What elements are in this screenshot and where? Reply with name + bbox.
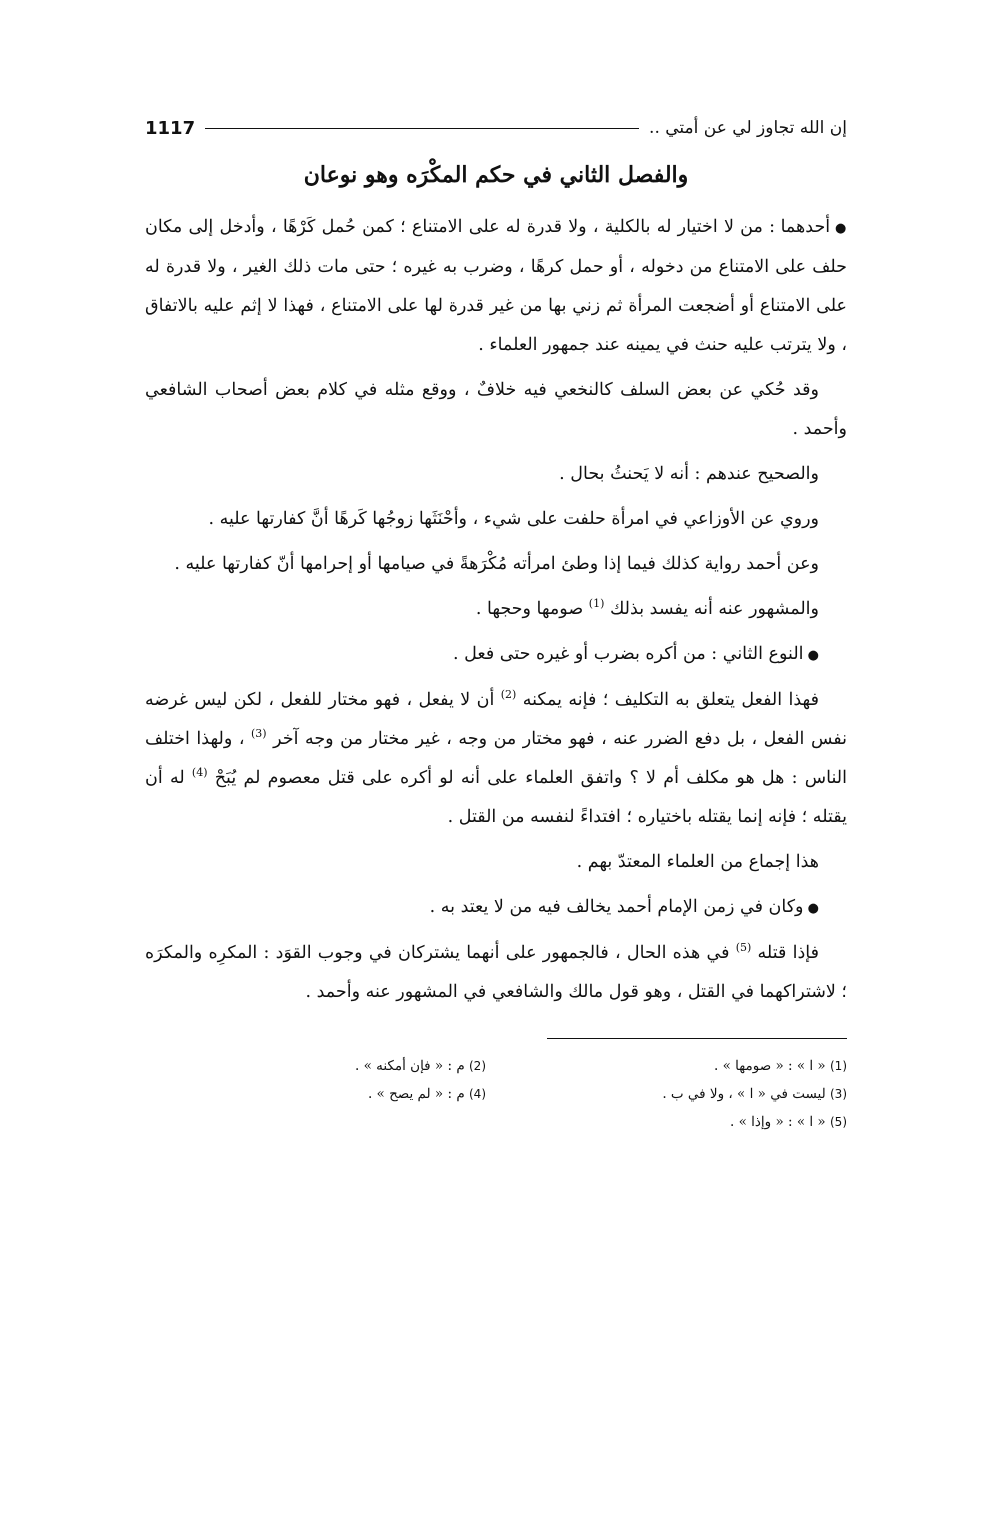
paragraph-7: ● النوع الثاني : من أكره بضرب أو غيره حتى فعل . — [145, 635, 847, 675]
paragraph-1: ● أحدهما : من لا اختيار له بالكلية ، ولا قدرة له على الامتناع ؛ كمن حُمل كَرْهًا ، وأدخل إلى مكان حلف على الامتناع من دخوله ، أو حمل كرهًا ، وضرب به غيره ؛ حتى مات ذلك الغير ، ولا قدرة له على الامتناع أو أضجعت المرأة ثم زني بها من غير قدرة لها على الامتناع ، فهذا لا إثم عليه بالاتفاق ، ولا يترتب عليه حنث في يمينه عند جمهور العلماء . — [145, 208, 847, 365]
paragraph-3: والصحيح عندهم : أنه لا يَحنثُ بحال . — [559, 464, 819, 484]
paragraph-6: والمشهور عنه أنه يفسد بذلك $^{(1)}$ صومها وحجها . — [475, 597, 819, 619]
paragraph-5: وعن أحمد رواية كذلك فيما إذا وطئ امرأته مُكْرَهةً في صيامها أو إحرامها أنّ كفارتها عليه . — [174, 554, 819, 574]
footnote-2: (2) م : « فإن أمكنه » . — [354, 1058, 486, 1074]
footnote-ref-1[interactable]: (1) — [588, 597, 605, 611]
footnote-5: (5) « ا » : « وإذا » . — [729, 1114, 847, 1130]
footnotes — [145, 1053, 847, 1135]
footnote-3: (3) ليست في « ا » ، ولا في ب . — [662, 1086, 847, 1102]
running-head — [145, 110, 847, 146]
body-text — [145, 208, 847, 1012]
paragraph-11: فإذا قتله $^{(5)}$ في هذه الحال ، فالجمهور على أنهما يشتركان في وجوب القوَد : المكرِه والمكرَه ؛ لاشتراكهما في القتل ، وهو قول مالك والشافعي في المشهور عنه وأحمد . — [145, 941, 847, 1002]
footnote-ref-3[interactable]: (3) — [251, 727, 267, 741]
header-rule — [205, 128, 639, 129]
paragraph-2: وقد حُكي عن بعض السلف كالنخعي فيه خلافٌ ، ووقع مثله في كلام بعض أصحاب الشافعي وأحمد . — [145, 380, 847, 439]
running-title: إن الله تجاوز لي عن أمتي .. — [649, 118, 847, 138]
paragraph-4: وروي عن الأوزاعي في امرأة حلفت على شيء ، وأحْنَثَها زوجُها كَرهًا أنَّ كفارتها عليه . — [208, 509, 819, 529]
footnote-4: (4) م : « لم يصح » . — [367, 1086, 486, 1102]
book-page — [145, 110, 847, 1135]
paragraph-10: ● وكان في زمن الإمام أحمد يخالف فيه من لا يعتد به . — [145, 888, 847, 928]
footnote-ref-4[interactable]: (4) — [191, 766, 208, 780]
page-number: 1117 — [145, 117, 196, 139]
section-title: والفصل الثاني في حكم المكْرَه وهو نوعان — [303, 162, 689, 188]
footnote-1: (1) « ا » : « صومها » . — [714, 1058, 847, 1074]
paragraph-9: هذا إجماع من العلماء المعتدّ بهم . — [576, 852, 819, 872]
paragraph-8: فهذا الفعل يتعلق به التكليف ؛ فإنه يمكنه $^{(2)}$ أن لا يفعل ، فهو مختار للفعل ، لكن ليس غرضه نفس الفعل ، بل دفع الضرر عنه ، فهو مختار من وجه ، غير مختار من وجه آخر $^{(3)}$ ، ولهذا اختلف الناس : هل هو مكلف أم لا ؟ واتفق العلماء على أنه لو أكره على قتل معصوم لم يُبَحْ $^{(4)}$ له أن يقتله ؛ فإنه إنما يقتله باختياره ؛ افتداءً لنفسه من القتل . — [145, 688, 847, 827]
footnote-ref-5[interactable]: (5) — [735, 941, 752, 955]
footnote-ref-2[interactable]: (2) — [500, 688, 517, 702]
footnote-separator — [547, 1038, 847, 1039]
